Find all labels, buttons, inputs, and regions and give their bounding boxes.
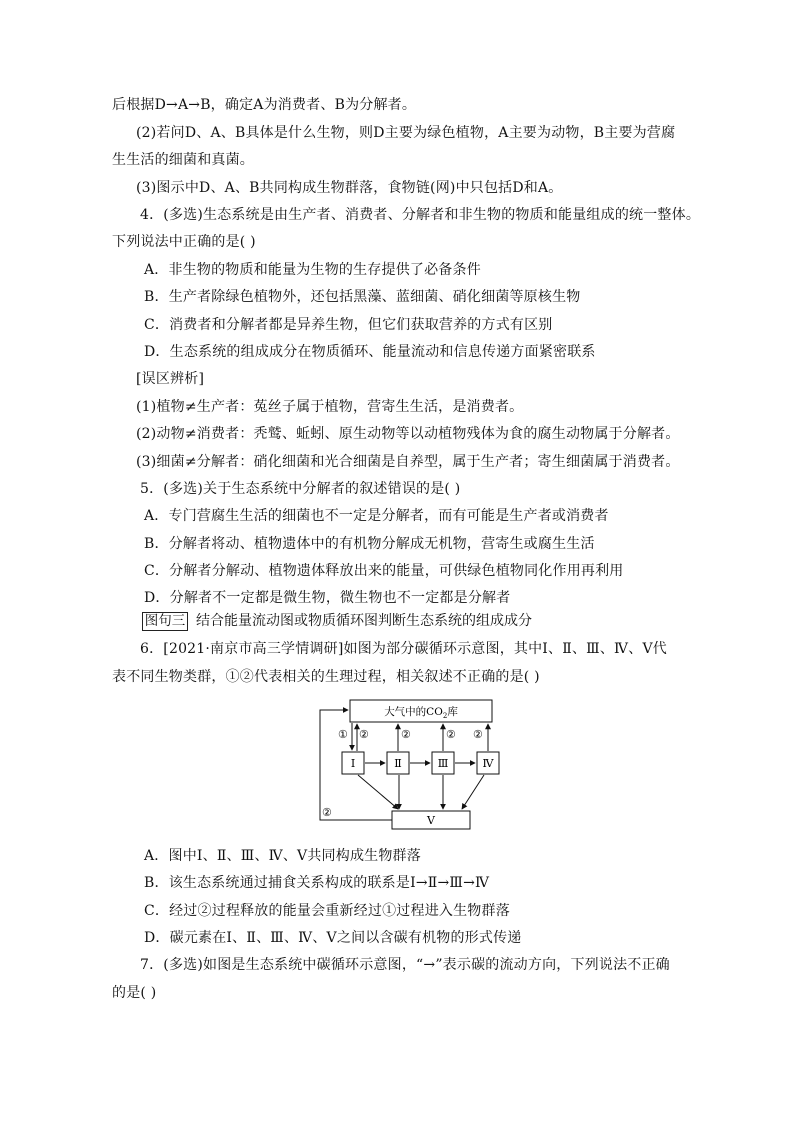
co2-reservoir-box — [350, 700, 492, 722]
question-4-option-d: D．生态系统的组成成分在物质循环、能量流动和信息传递方面紧密联系 — [144, 344, 596, 360]
question-5-option-a: A．专门营腐生生活的细菌也不一定是分解者，而有可能是生产者或消费者 — [144, 508, 609, 524]
box-v — [392, 811, 470, 829]
text-line: (2)若问D、A、B具体是什么生物，则D主要为绿色植物，A主要为动物，B主要为营腐 — [136, 125, 676, 141]
process-2-label: ② — [446, 728, 456, 741]
question-5-option-c: C．分解者分解动、植物遗体释放出来的能量，可供绿色植物同化作用再利用 — [144, 563, 624, 579]
question-4-option-c: C．消费者和分解者都是异养生物，但它们获取营养的方式有区别 — [144, 317, 553, 333]
misconception-2: (2)动物≠消费者：秃鹫、蚯蚓、原生动物等以动植物残体为食的腐生动物属于分解者。 — [136, 426, 680, 442]
box-iii — [432, 752, 454, 774]
arrow-i-to-v — [358, 775, 398, 809]
svg-text:Ⅳ: Ⅳ — [482, 757, 494, 770]
process-2-label: ② — [473, 728, 483, 741]
question-4-stem-cont: 下列说法中正确的是( ) — [112, 234, 256, 250]
question-4-option-b: B．生产者除绿色植物外，还包括黑藻、蓝细菌、硝化细菌等原核生物 — [144, 289, 581, 305]
misconception-1: (1)植物≠生产者：菟丝子属于植物，营寄生生活，是消费者。 — [136, 399, 524, 415]
carbon-cycle-diagram — [300, 692, 510, 832]
question-6-option-d: D．碳元素在Ⅰ、Ⅱ、Ⅲ、Ⅳ、Ⅴ之间以含碳有机物的形式传递 — [144, 930, 522, 946]
misconception-heading: [误区辨析] — [136, 371, 205, 387]
question-5-option-b: B．分解者将动、植物遗体中的有机物分解成无机物，营寄生或腐生生活 — [144, 536, 595, 552]
question-7-stem-cont: 的是( ) — [112, 985, 157, 1001]
question-6-stem-cont: 表不同生物类群，①②代表相关的生理过程，相关叙述不正确的是( ) — [112, 669, 540, 685]
section-tag: 图句三 — [142, 612, 188, 631]
box-ii — [387, 752, 409, 774]
question-5-option-d: D．分解者不一定都是微生物，微生物也不一定都是分解者 — [144, 590, 511, 606]
arrow-iv-to-v — [462, 775, 484, 809]
text-line: (3)图示中D、A、B共同构成生物群落，食物链(网)中只包括D和A。 — [136, 180, 563, 196]
text-line: 生生活的细菌和真菌。 — [112, 152, 254, 168]
question-6-option-a: A．图中Ⅰ、Ⅱ、Ⅲ、Ⅳ、Ⅴ共同构成生物群落 — [144, 848, 421, 864]
svg-text:Ⅲ: Ⅲ — [437, 757, 449, 770]
question-7-stem: 7．(多选)如图是生态系统中碳循环示意图，“→”表示碳的流动方向，下列说法不正确 — [140, 957, 670, 973]
process-2-label: ② — [322, 806, 332, 819]
misconception-3: (3)细菌≠分解者：硝化细菌和光合细菌是自养型，属于生产者；寄生细菌属于消费者。 — [136, 454, 680, 470]
question-6-stem: 6．[2021·南京市高三学情调研]如图为部分碳循环示意图，其中Ⅰ、Ⅱ、Ⅲ、Ⅳ、Ⅴ代 — [140, 641, 667, 657]
question-5-stem: 5．(多选)关于生态系统中分解者的叙述错误的是( ) — [140, 481, 461, 497]
section-title: 结合能量流动图或物质循环图判断生态系统的组成成分 — [196, 613, 532, 629]
process-2-label: ② — [401, 728, 411, 741]
question-4-option-a: A．非生物的物质和能量为生物的生存提供了必备条件 — [144, 262, 481, 278]
question-6-option-c: C．经过②过程释放的能量会重新经过①过程进入生物群落 — [144, 903, 510, 919]
process-1-label: ① — [338, 728, 348, 741]
box-i — [342, 752, 364, 774]
svg-text:Ⅴ: Ⅴ — [427, 814, 435, 827]
svg-text:Ⅰ: Ⅰ — [350, 757, 356, 770]
svg-text:Ⅱ: Ⅱ — [394, 757, 402, 770]
question-4-stem: 4．(多选)生态系统是由生产者、消费者、分解者和非生物的物质和能量组成的统一整体。 — [140, 207, 701, 223]
process-2-label: ② — [359, 728, 369, 741]
question-6-option-b: B．该生态系统通过捕食关系构成的联系是Ⅰ→Ⅱ→Ⅲ→Ⅳ — [144, 875, 490, 891]
text-line: 后根据D→A→B，确定A为消费者、B为分解者。 — [112, 97, 417, 113]
box-iv — [477, 752, 499, 774]
co2-reservoir-label: 大气中的$CO_2$库 — [384, 706, 458, 720]
